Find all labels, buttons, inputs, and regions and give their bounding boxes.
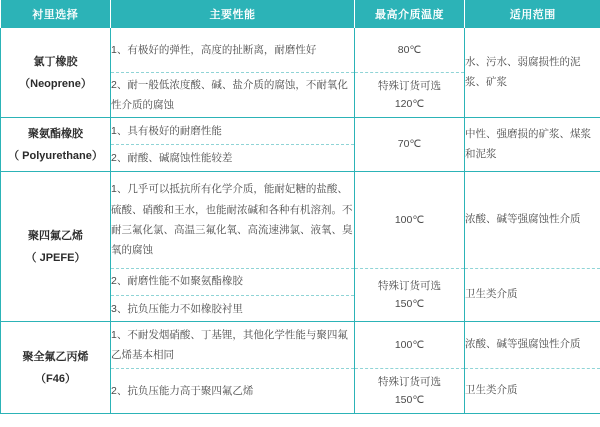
temperature-line2: 150℃	[394, 298, 425, 310]
temperature-value	[355, 73, 465, 118]
temperature-line1: 100℃	[394, 213, 425, 226]
header-max-temperature: 最高介质温度	[355, 0, 465, 28]
liner-name-f46	[1, 322, 111, 414]
table-row	[1, 118, 600, 145]
temperature-line1: 80℃	[397, 43, 422, 56]
performance-text: 2、耐一般低浓度酸、碱、盐介质的腐蚀，不耐氧化性介质的腐蚀	[111, 73, 355, 118]
liner-name-line1: 聚氨酯橡胶	[28, 127, 83, 140]
temperature-value	[355, 369, 465, 414]
temperature-line1: 特殊订货可选	[378, 279, 441, 292]
liner-name-neoprene	[1, 28, 111, 118]
liner-name-line1: 聚全氟乙丙烯	[22, 350, 89, 363]
liner-name-line2: （ Polyurethane）	[8, 149, 103, 162]
table-header-row	[1, 0, 600, 28]
application-scope-text: 浓酸、碱等强腐蚀性介质	[465, 172, 600, 269]
temperature-value	[355, 172, 465, 269]
temperature-value	[355, 118, 465, 172]
performance-text: 1、不耐发烟硝酸、丁基锂，其他化学性能与聚四氟乙烯基本相同	[111, 322, 355, 369]
liner-name-polyurethane	[1, 118, 111, 172]
performance-group	[111, 269, 355, 322]
performance-text: 1、具有极好的耐磨性能	[111, 118, 355, 145]
liner-name-line2: （Neoprene）	[19, 77, 92, 90]
liner-name-line1: 氯丁橡胶	[33, 55, 78, 68]
table-row	[1, 322, 600, 369]
temperature-line2: 120℃	[394, 98, 425, 110]
application-scope-text: 水、污水、弱腐损性的泥浆、矿浆	[465, 28, 600, 118]
application-scope-text: 卫生类介质	[465, 269, 600, 322]
temperature-line1: 特殊订货可选	[378, 375, 441, 388]
liner-name-jpefe	[1, 172, 111, 322]
liner-name-line2: （F46）	[35, 372, 76, 385]
performance-text: 3、抗负压能力不如橡胶衬里	[111, 302, 243, 315]
header-application-scope: 适用范围	[465, 0, 600, 28]
temperature-value	[355, 322, 465, 369]
temperature-line2: 150℃	[394, 394, 425, 406]
temperature-line1: 70℃	[397, 138, 422, 151]
performance-text: 2、耐磨性能不如聚氨酯橡胶	[111, 271, 354, 295]
performance-text: 2、耐酸、碱腐蚀性能较差	[111, 145, 355, 172]
temperature-value	[355, 28, 465, 73]
performance-text: 1、几乎可以抵抗所有化学介质，能耐妃糖的盐酸、硫酸、硝酸和王水，也能耐浓碱和各种有机溶剂。不耐三氟化氯、高温三氟化氧、高流速沸氯、液氧、臭氧的腐蚀	[111, 172, 355, 269]
liner-name-line1: 聚四氟乙烯	[28, 229, 83, 242]
application-scope-text: 浓酸、碱等强腐蚀性介质	[465, 322, 600, 369]
application-scope-text: 中性、强磨损的矿浆、煤浆和泥浆	[465, 118, 600, 172]
header-main-performance: 主要性能	[111, 0, 355, 28]
temperature-line1: 100℃	[394, 338, 425, 351]
performance-text: 1、有极好的弹性，高度的扯断离，耐磨性好	[111, 28, 355, 73]
header-liner-selection: 衬里选择	[1, 0, 111, 28]
liner-name-line2: （ JPEFE）	[25, 251, 86, 264]
temperature-line1: 特殊订货可选	[378, 79, 441, 92]
application-scope-text: 卫生类介质	[465, 369, 600, 414]
table-row	[1, 28, 600, 73]
temperature-value	[355, 269, 465, 322]
performance-text: 2、抗负压能力高于聚四氟乙烯	[111, 369, 355, 414]
